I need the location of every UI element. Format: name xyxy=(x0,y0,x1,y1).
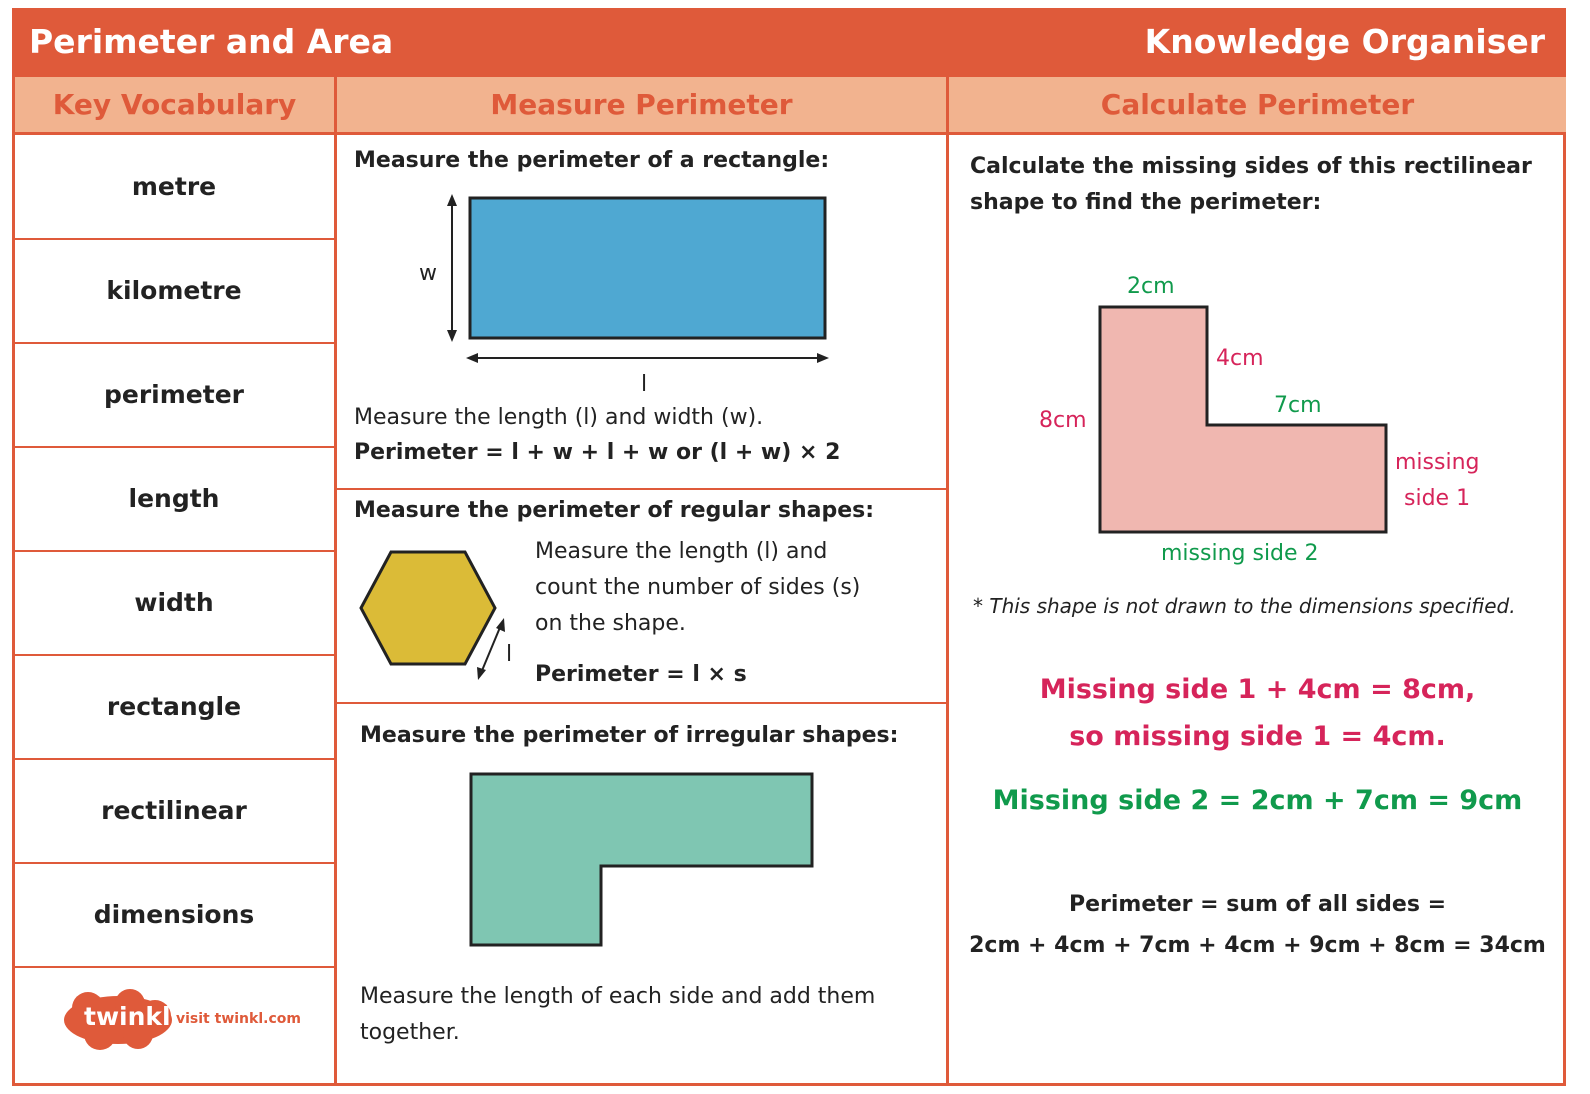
knowledge-organiser xyxy=(12,8,1566,1086)
perimeter-sum-line-1: Perimeter = sum of all sides = xyxy=(1068,892,1447,917)
vocab-item-kilometre: kilometre xyxy=(106,276,242,305)
vocab-column-header: Key Vocabulary xyxy=(15,77,334,135)
section-divider xyxy=(337,488,946,490)
irregular-diagram xyxy=(465,768,825,958)
row-divider xyxy=(15,758,334,760)
row-divider xyxy=(15,342,334,344)
page-title: Perimeter and Area xyxy=(29,22,394,61)
hexagon-side-label: l xyxy=(506,642,513,667)
vocab-item-rectilinear: rectilinear xyxy=(101,796,247,825)
section-divider xyxy=(337,702,946,704)
regular-section-title: Measure the perimeter of regular shapes: xyxy=(354,498,875,523)
vocab-item-perimeter: perimeter xyxy=(104,380,244,409)
page-subtitle: Knowledge Organiser xyxy=(1144,22,1545,61)
missing-side-2-equation: Missing side 2 = 2cm + 7cm = 9cm xyxy=(992,785,1523,816)
calculate-column-header: Calculate Perimeter xyxy=(949,77,1566,135)
regular-instruction-1: Measure the length (l) and xyxy=(535,539,828,564)
vocab-item-rectangle: rectangle xyxy=(106,692,242,721)
vocab-item-metre: metre xyxy=(131,172,217,201)
twinkl-logo-text: twinkl xyxy=(84,1002,171,1031)
row-divider xyxy=(15,446,334,448)
width-arrow-head xyxy=(447,330,457,342)
title-bar xyxy=(15,11,1563,77)
missing-side-1-equation: Missing side 1 + 4cm = 8cm, xyxy=(1039,674,1476,705)
dimensions-note: * This shape is not drawn to the dimensions specified. xyxy=(973,594,1516,618)
rectangle-shape xyxy=(470,198,825,338)
row-divider xyxy=(15,238,334,240)
side-arrow-head xyxy=(496,618,505,632)
side-arrow xyxy=(481,625,501,673)
label-missing-side-2: missing side 2 xyxy=(1161,541,1319,566)
irregular-shape xyxy=(471,774,812,945)
perimeter-sum-line-2: 2cm + 4cm + 7cm + 4cm + 9cm + 8cm = 34cm xyxy=(969,933,1546,958)
width-arrow-head xyxy=(447,194,457,206)
column-divider xyxy=(334,77,337,1083)
rectangle-formula: Perimeter = l + w + l + w or (l + w) × 2 xyxy=(354,440,841,465)
rectangle-instruction: Measure the length (l) and width (w). xyxy=(354,405,764,430)
row-divider xyxy=(15,654,334,656)
vocab-item-width: width xyxy=(134,588,214,617)
l-shape-diagram xyxy=(1090,301,1410,541)
label-4cm: 4cm xyxy=(1216,346,1264,371)
label-7cm: 7cm xyxy=(1274,393,1322,418)
vocab-item-dimensions: dimensions xyxy=(93,900,255,929)
vocab-item-length: length xyxy=(128,484,220,513)
missing-side-1-result: so missing side 1 = 4cm. xyxy=(1069,721,1446,752)
regular-formula: Perimeter = l × s xyxy=(535,662,747,687)
label-top-2cm: 2cm xyxy=(1127,274,1175,299)
label-missing-side-1b: side 1 xyxy=(1404,486,1471,511)
regular-instruction-3: on the shape. xyxy=(535,611,686,636)
hexagon-shape xyxy=(361,552,495,664)
label-8cm: 8cm xyxy=(1039,408,1087,433)
irregular-section-title: Measure the perimeter of irregular shapes: xyxy=(360,723,899,748)
irregular-instruction-2: together. xyxy=(360,1020,460,1045)
row-divider xyxy=(15,966,334,968)
row-divider xyxy=(15,550,334,552)
row-divider xyxy=(15,862,334,864)
calculate-intro-2: shape to find the perimeter: xyxy=(970,190,1322,215)
label-missing-side-1a: missing xyxy=(1395,450,1480,475)
hexagon-diagram xyxy=(353,546,513,686)
length-arrow-head xyxy=(817,353,829,363)
rectangle-section-title: Measure the perimeter of a rectangle: xyxy=(354,148,830,173)
regular-instruction-2: count the number of sides (s) xyxy=(535,575,861,600)
side-arrow-head xyxy=(477,667,486,680)
width-label: w xyxy=(419,261,437,286)
length-arrow-head xyxy=(466,353,478,363)
irregular-instruction-1: Measure the length of each side and add them xyxy=(360,984,876,1009)
measure-column-header: Measure Perimeter xyxy=(337,77,946,135)
visit-twinkl-link[interactable]: visit twinkl.com xyxy=(176,1011,301,1027)
calculate-intro-1: Calculate the missing sides of this rectilinear xyxy=(970,154,1532,179)
length-label: l xyxy=(641,372,648,397)
rectangle-diagram xyxy=(410,186,840,396)
